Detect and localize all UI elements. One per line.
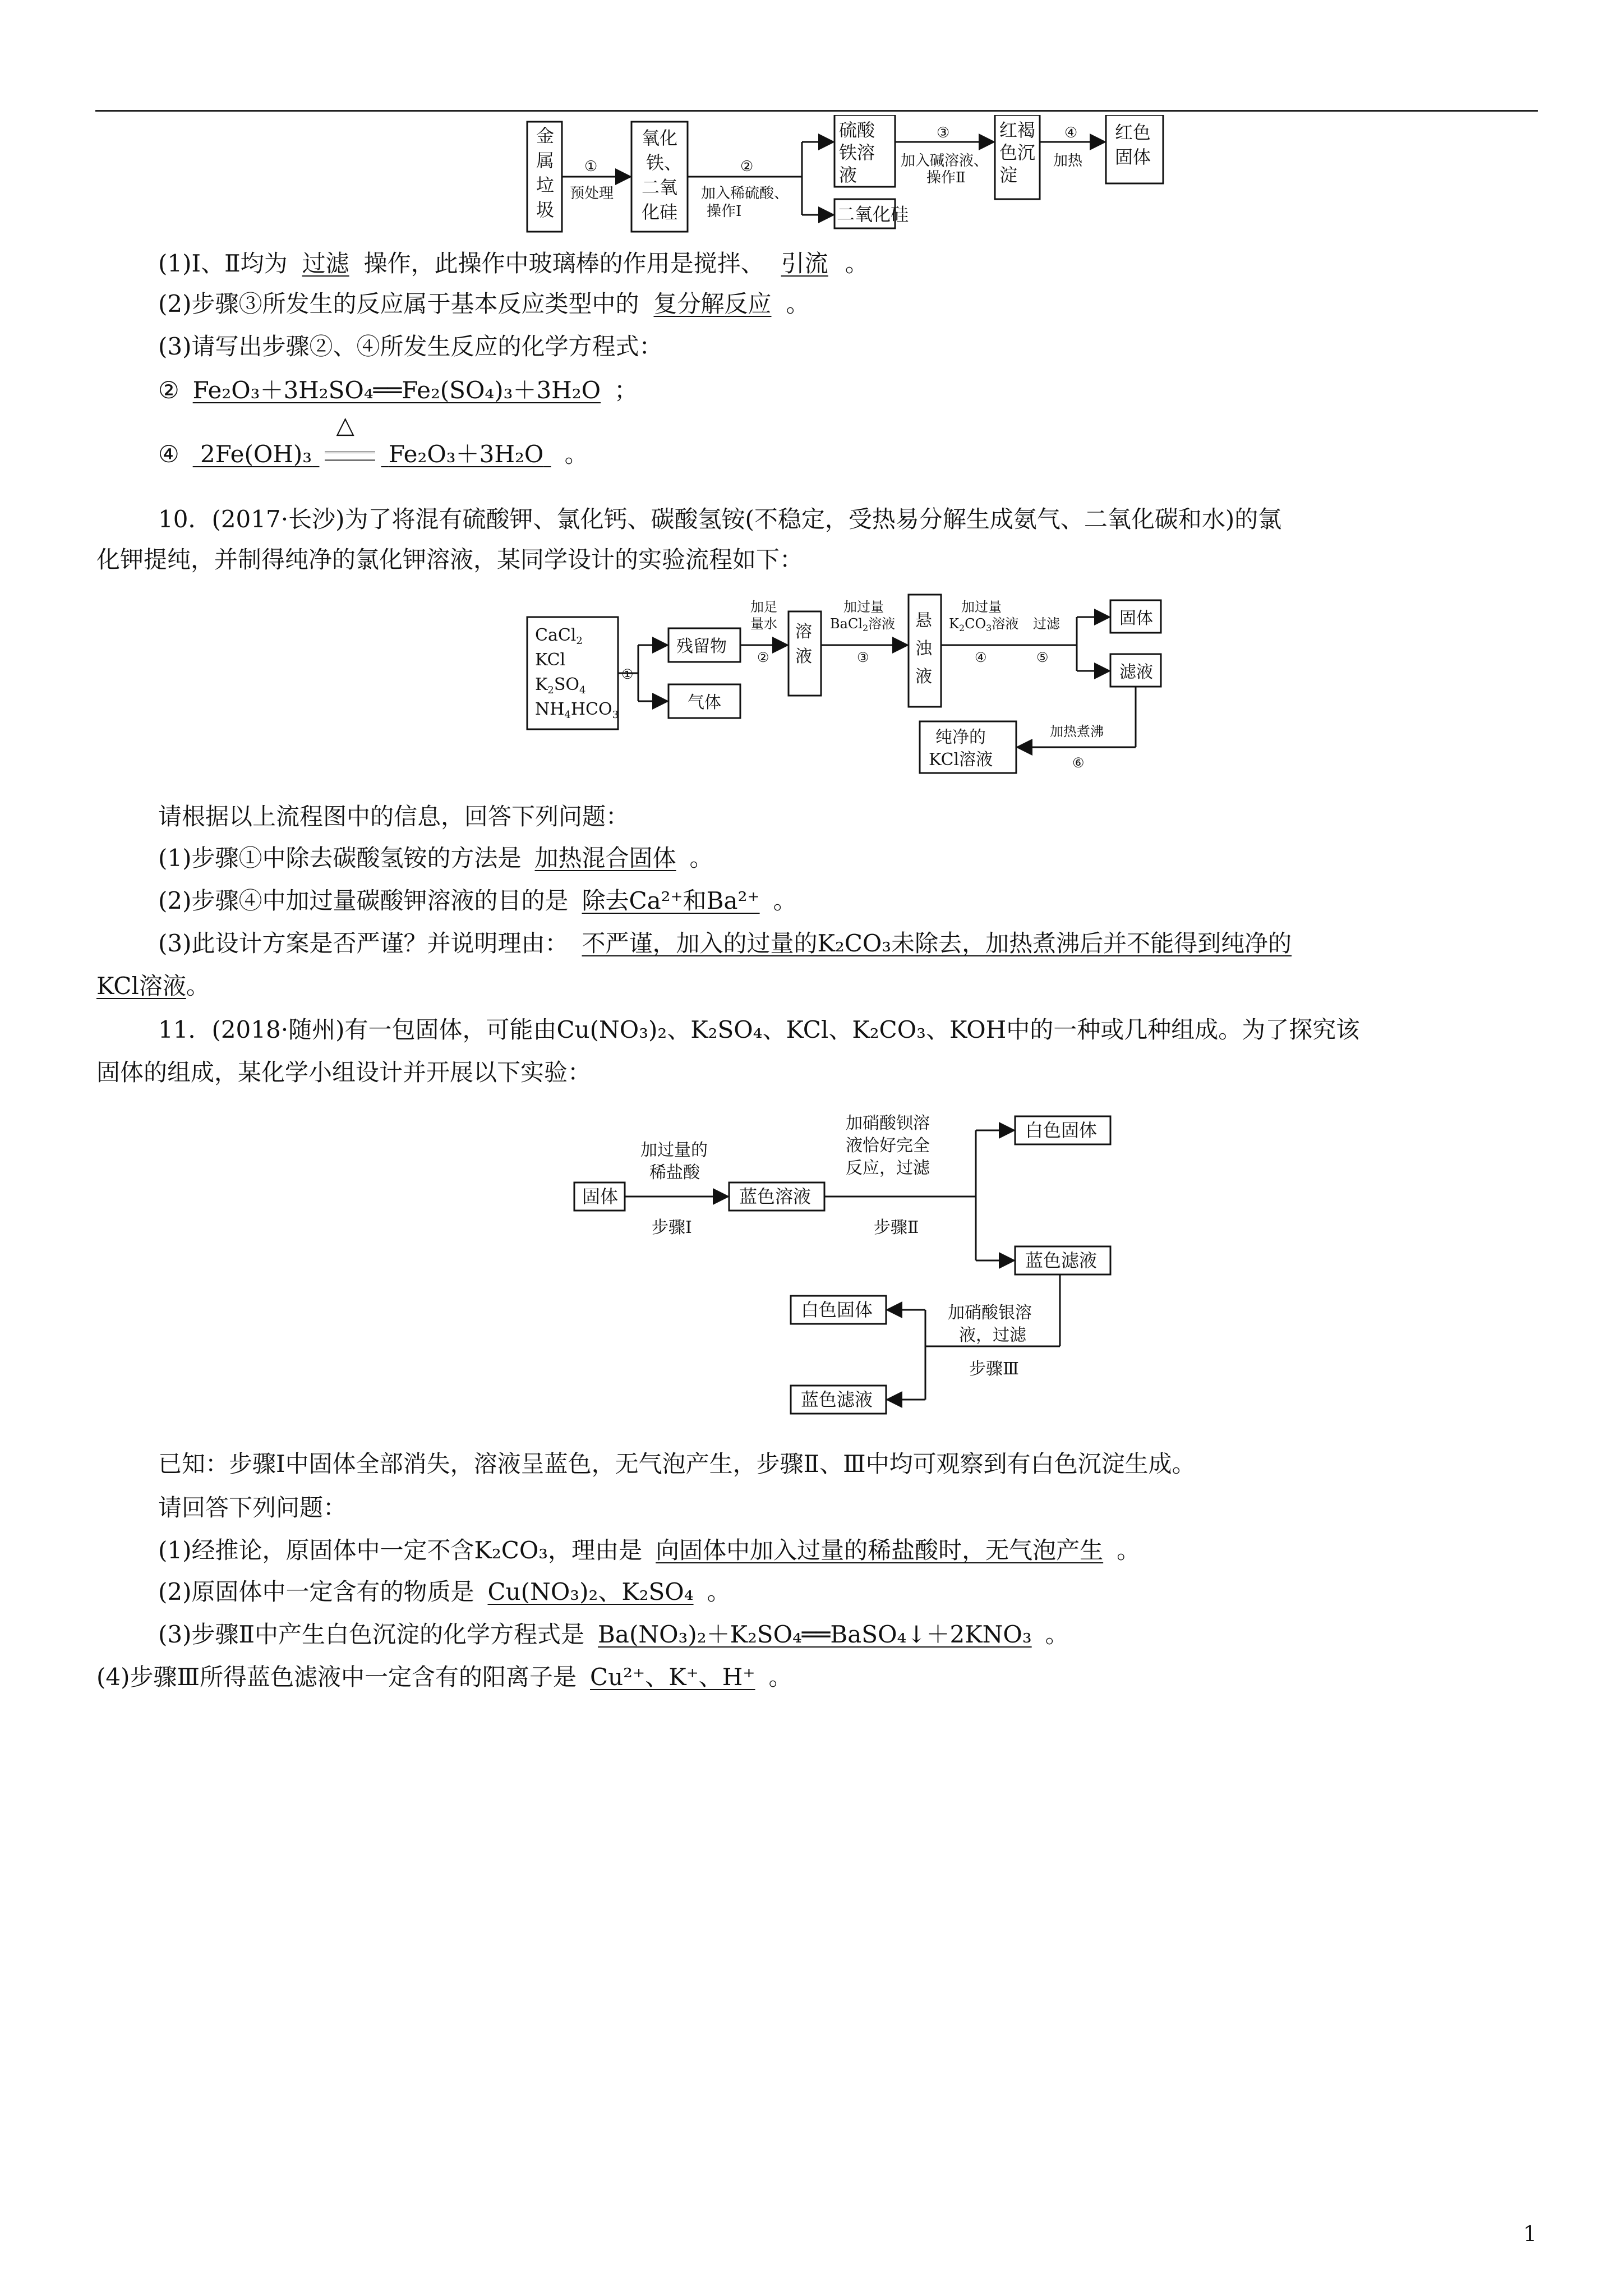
q11-known: 已知：步骤Ⅰ中固体全部消失，溶液呈蓝色，无气泡产生，步骤Ⅱ、Ⅲ中均可观察到有白色沉淀生成。 [158,1450,1196,1478]
step-2: ② [757,650,769,665]
box-blue-filtrate-2: 蓝色滤液 [801,1389,873,1410]
svg-text:操作Ⅰ: 操作Ⅰ [707,203,742,220]
heat-symbol: △ [336,411,354,439]
q10-answer-3: (3)此设计方案是否严谨？并说明理由： 不严谨，加入的过量的K₂CO₃未除去，加热煮沸后并不能得到纯净的 [158,930,1292,957]
svg-text:加硝酸银溶: 加硝酸银溶 [948,1303,1032,1323]
flow1-step-2: ② [740,158,754,175]
svg-text:加入稀硫酸、: 加入稀硫酸、 [701,185,789,202]
box-gas: 气体 [688,693,721,712]
mixture-cacl2: CaCl$_2$ [535,625,583,647]
q11-intro-2: 固体的组成，某化学小组设计并开展以下实验： [96,1059,592,1086]
svg-text:量水: 量水 [750,616,777,632]
mixture-k2so4: $K_2SO_4$ [535,675,586,696]
svg-text:淀: 淀 [999,164,1018,186]
flowchart-solid-analysis [566,1099,1127,1419]
box-filtrate: 滤液 [1119,662,1153,682]
answer-blank: 向固体中加入过量的稀盐酸时，无气泡产生 [656,1536,1104,1564]
step-I: 步骤Ⅰ [652,1218,692,1237]
q11-answer-4: (4)步骤Ⅲ所得蓝色滤液中一定含有的阳离子是 Cu²⁺、K⁺、H⁺ 。 [96,1663,792,1691]
step-III: 步骤Ⅲ [969,1359,1019,1379]
answer-blank: 不严谨，加入的过量的K₂CO₃未除去，加热煮沸后并不能得到纯净的 [582,930,1292,957]
box-blue-filtrate-1: 蓝色滤液 [1025,1250,1098,1271]
svg-text:属: 属 [536,150,555,171]
answer-blank: 复分解反应 [653,290,772,318]
step-6: ⑥ [1072,755,1085,771]
flowchart-kcl-purification [522,589,1172,774]
box-pure-kcl: 纯净的 [935,728,986,747]
svg-text:操作Ⅱ: 操作Ⅱ [926,169,966,186]
flow1-box-red-solid: 红色 [1115,122,1151,143]
svg-text:过滤: 过滤 [1033,616,1060,632]
q11-answer-3: (3)步骤Ⅱ中产生白色沉淀的化学方程式是 Ba(NO₃)₂＋K₂SO₄══BaSO₄↓＋2KNO₃ 。 [158,1621,1069,1648]
svg-text:液恰好完全: 液恰好完全 [846,1136,930,1156]
header-rule [95,110,1538,112]
svg-text:固体: 固体 [1115,146,1151,168]
answer-blank: Cu(NO₃)₂、K₂SO₄ [487,1578,694,1605]
step-3: ③ [857,650,869,665]
svg-text:液，过滤: 液，过滤 [959,1326,1026,1345]
box-solution: 溶 [795,622,812,642]
svg-text:化硅: 化硅 [642,201,678,223]
svg-text:稀盐酸: 稀盐酸 [649,1163,700,1182]
q10-answer-2: (2)步骤④中加过量碳酸钾溶液的目的是 除去Ca²⁺和Ba²⁺ 。 [158,887,797,914]
box-suspension: 悬 [915,611,932,631]
svg-text:K2CO3溶液: $K_2CO_3$溶液 [949,616,1019,633]
svg-text:加热: 加热 [1053,153,1083,169]
flowchart-metal-waste [522,115,1166,236]
answer-blank: 除去Ca²⁺和Ba²⁺ [582,887,760,914]
q10-ask: 请根据以上流程图中的信息，回答下列问题： [158,803,630,830]
q11-answer-1: (1)经推论，原固体中一定不含K₂CO₃，理由是 向固体中加入过量的稀盐酸时，无气泡产生 。 [158,1536,1141,1564]
answer-blank: 2Fe(OH)₃ △ Fe₂O₃＋3H₂O [179,440,565,468]
box-blue-solution: 蓝色溶液 [739,1186,811,1207]
q11-intro-1: 11．(2018·随州)有一包固体，可能由Cu(NO₃)₂、K₂SO₄、KCl、K₂CO₃、KOH中的一种或几种组成。为了探究该 [158,1016,1360,1043]
svg-text:BaCl2溶液: BaCl$_2$溶液 [830,616,896,633]
svg-text:加入碱溶液、: 加入碱溶液、 [901,153,989,169]
step-5: ⑤ [1036,650,1049,665]
answer-blank: 引流 [781,250,828,277]
box-white-solid-1: 白色固体 [1025,1120,1098,1141]
flow1-box-oxide: 氧化 [642,127,678,149]
flow1-box-silica: 二氧化硅 [837,204,909,225]
q9-line-2: (2)步骤③所发生的反应属于基本反应类型中的 复分解反应 。 [158,290,810,318]
q11-answer-2: (2)原固体中一定含有的物质是 Cu(NO₃)₂、K₂SO₄ 。 [158,1578,731,1605]
step-1: ① [621,666,634,682]
flow1-box-ferric-sulfate: 硫酸 [839,119,875,141]
svg-text:铁、: 铁、 [646,152,683,173]
flow1-box-metal-waste: 金 [536,125,555,146]
svg-text:垃: 垃 [536,174,555,196]
svg-text:液: 液 [915,667,932,687]
answer-blank: Fe₂O₃＋3H₂SO₄══Fe₂(SO₄)₃＋3H₂O [192,376,601,404]
svg-text:二氧: 二氧 [642,177,678,198]
answer-blank: 过滤 [302,250,349,277]
mixture-nh4hco3: $NH_4HCO_3$ [535,700,619,721]
q9-line-3: (3)请写出步骤②、④所发生反应的化学方程式： [158,333,663,360]
svg-text:加硝酸钡溶: 加硝酸钡溶 [846,1114,930,1133]
page-number: 1 [1523,2221,1537,2246]
svg-text:加热煮沸: 加热煮沸 [1050,724,1104,739]
svg-text:加过量: 加过量 [961,599,1002,615]
svg-text:反应，过滤: 反应，过滤 [846,1158,930,1178]
box-solid: 固体 [1119,609,1153,628]
q11-ask: 请回答下列问题： [158,1494,347,1521]
flow1-box-precipitate: 红褐 [999,119,1036,141]
svg-text:液: 液 [795,647,812,666]
answer-blank: Ba(NO₃)₂＋K₂SO₄══BaSO₄↓＋2KNO₃ [598,1621,1032,1648]
svg-text:液: 液 [839,164,857,186]
svg-text:圾: 圾 [536,199,555,220]
flow1-step-4: ④ [1064,125,1078,141]
svg-text:加过量: 加过量 [843,599,884,615]
box-residue: 残留物 [676,637,727,656]
svg-text:加足: 加足 [750,599,777,615]
step-4: ④ [975,650,987,665]
svg-text:加过量的: 加过量的 [640,1140,708,1160]
answer-blank: 加热混合固体 [534,844,676,872]
step-II: 步骤Ⅱ [874,1218,919,1237]
flow1-step-3: ③ [937,125,950,141]
answer-blank: Cu²⁺、K⁺、H⁺ [590,1663,755,1691]
q10-answer-1: (1)步骤①中除去碳酸氢铵的方法是 加热混合固体 。 [158,844,713,872]
q9-line-1: (1)Ⅰ、Ⅱ均为 过滤 操作，此操作中玻璃棒的作用是搅拌、 引流 。 [158,250,869,277]
q9-line-5: ④ 2Fe(OH)₃ △ Fe₂O₃＋3H₂O 。 [158,439,588,470]
svg-text:KCl溶液: KCl溶液 [929,750,993,770]
flow1-step-1: ① [584,158,598,175]
q10-intro-2: 化钾提纯，并制得纯净的氯化钾溶液，某同学设计的实验流程如下： [96,546,804,573]
svg-text:铁溶: 铁溶 [839,142,875,163]
svg-text:色沉: 色沉 [999,142,1036,163]
box-white-solid-2: 白色固体 [801,1299,873,1320]
answer-blank: KCl溶液 [96,972,186,1000]
box-solid: 固体 [582,1186,619,1207]
q10-answer-3-cont: KCl溶液。 [96,972,210,1000]
q9-line-4: ② Fe₂O₃＋3H₂SO₄══Fe₂(SO₄)₃＋3H₂O ； [158,376,638,404]
svg-text:浊: 浊 [915,639,932,659]
svg-text:预处理: 预处理 [570,185,614,202]
q10-intro-1: 10．(2017·长沙)为了将混有硫酸钾、氯化钙、碳酸氢铵(不稳定，受热易分解生成氨气、二氧化碳和水)的氯 [158,505,1282,533]
mixture-kcl: KCl [535,650,566,670]
